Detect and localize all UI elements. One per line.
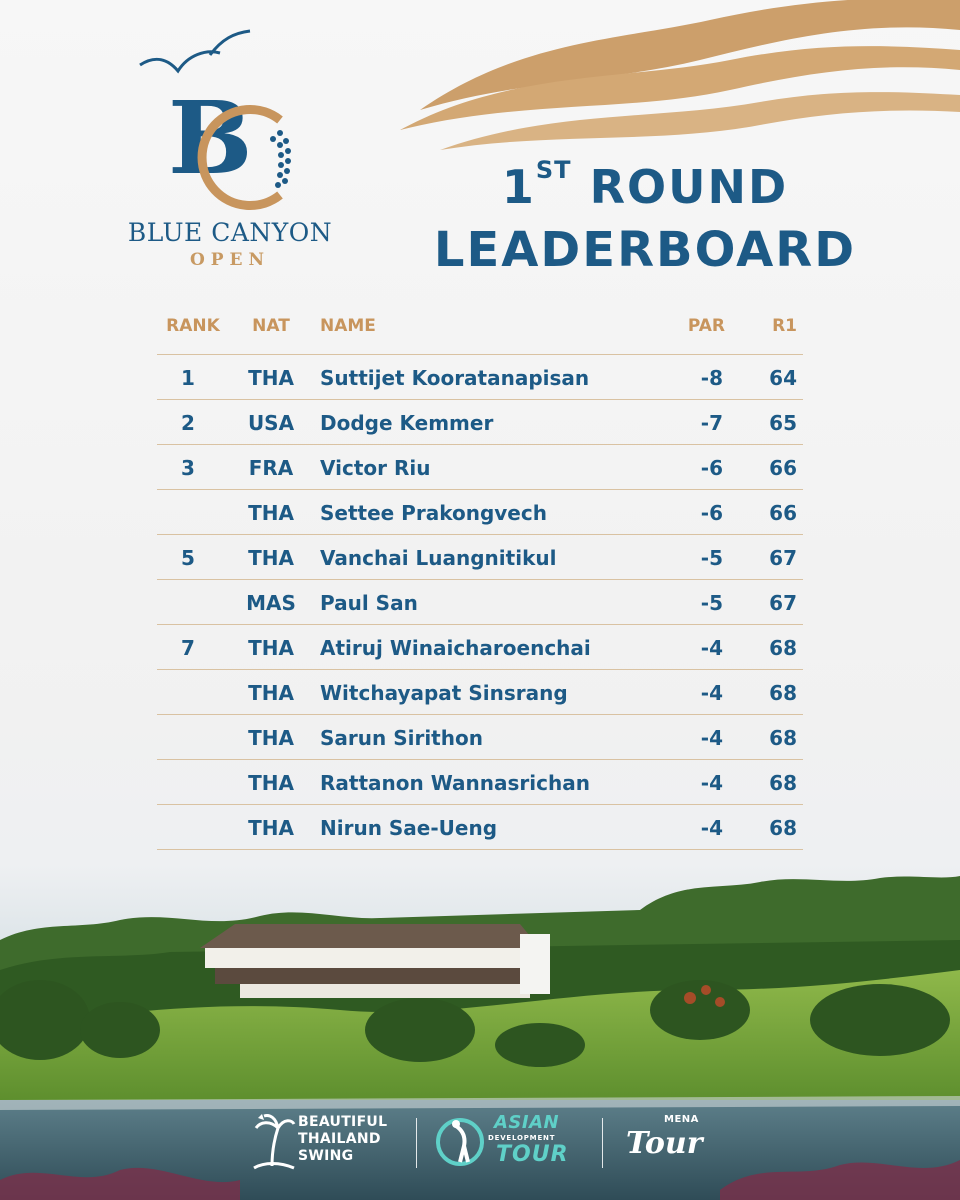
header-name: NAME: [320, 316, 376, 336]
r1-score-cell: 64: [769, 366, 797, 390]
par-cell: -4: [700, 771, 723, 795]
nat-cell: FRA: [248, 456, 294, 480]
par-cell: -7: [700, 411, 723, 435]
r1-score-cell: 66: [769, 501, 797, 525]
adt-asian: ASIAN: [494, 1112, 560, 1133]
beautiful-thailand-text: [298, 1114, 387, 1165]
nat-cell: THA: [248, 636, 294, 660]
header-par: PAR: [687, 316, 725, 336]
bts-line-3: SWING: [298, 1148, 354, 1164]
player-name-cell: Paul San: [320, 591, 418, 615]
r1-score-cell: 66: [769, 456, 797, 480]
r1-score-cell: 68: [769, 681, 797, 705]
player-name-cell: Settee Prakongvech: [320, 501, 547, 525]
round-word: ROUND: [589, 160, 789, 214]
beautiful-thailand-swing-logo: [250, 1112, 400, 1172]
r1-score-cell: 68: [769, 816, 797, 840]
par-cell: -4: [700, 726, 723, 750]
title-line-1: [410, 156, 880, 214]
separator: [416, 1118, 417, 1168]
header-r1: R1: [772, 316, 797, 336]
table-row: [157, 580, 803, 625]
mena-tour: Tour: [626, 1126, 703, 1161]
player-name-cell: Vanchai Luangnitikul: [320, 546, 557, 570]
logo-monogram-b: B: [168, 79, 253, 197]
r1-score-cell: 65: [769, 411, 797, 435]
clubhouse: [200, 924, 550, 998]
separator: [602, 1118, 603, 1168]
logo-name: BLUE CANYON: [127, 218, 333, 247]
sponsor-logos: [240, 1110, 730, 1172]
nat-cell: MAS: [246, 591, 296, 615]
header-rank: RANK: [166, 316, 220, 336]
mena-small: MENA: [664, 1114, 699, 1125]
r1-score-cell: 68: [769, 726, 797, 750]
table-row: [157, 535, 803, 580]
nat-cell: THA: [248, 681, 294, 705]
table-row: [157, 760, 803, 805]
par-cell: -4: [700, 681, 723, 705]
table-row: [157, 805, 803, 850]
nat-cell: THA: [248, 771, 294, 795]
table-row: [157, 355, 803, 400]
r1-score-cell: 67: [769, 591, 797, 615]
rank-cell: 3: [181, 456, 195, 480]
r1-score-cell: 67: [769, 546, 797, 570]
header-nat: NAT: [252, 316, 290, 336]
player-name-cell: Victor Riu: [320, 456, 431, 480]
nat-cell: THA: [248, 816, 294, 840]
rank-cell: 1: [181, 366, 195, 390]
nat-cell: USA: [247, 411, 295, 435]
bts-line-2: THAILAND: [298, 1131, 381, 1147]
rank-cell: 5: [181, 546, 195, 570]
par-cell: -6: [700, 501, 723, 525]
adt-tour: TOUR: [496, 1142, 569, 1167]
player-name-cell: Atiruj Winaicharoenchai: [320, 636, 591, 660]
player-name-cell: Sarun Sirithon: [320, 726, 483, 750]
table-body: [157, 355, 803, 850]
player-name-cell: Suttijet Kooratanapisan: [320, 366, 590, 390]
table-header: [157, 310, 803, 355]
mena-tour-logo: [624, 1112, 724, 1172]
table-row: [157, 445, 803, 490]
round-number: 1: [501, 160, 536, 214]
table-row: [157, 400, 803, 445]
par-cell: -4: [700, 636, 723, 660]
bts-line-1: BEAUTIFUL: [298, 1114, 388, 1130]
player-name-cell: Witchayapat Sinsrang: [320, 681, 568, 705]
par-cell: -8: [700, 366, 723, 390]
player-name-cell: Nirun Sae-Ueng: [320, 816, 498, 840]
par-cell: -5: [700, 591, 723, 615]
par-cell: -6: [700, 456, 723, 480]
player-name-cell: Rattanon Wannasrichan: [320, 771, 590, 795]
palm-tree-icon: [250, 1112, 296, 1172]
r1-score-cell: 68: [769, 636, 797, 660]
asian-development-tour-logo: [436, 1112, 586, 1172]
table-row: [157, 625, 803, 670]
rank-cell: 2: [181, 411, 195, 435]
logo-subtitle: OPEN: [189, 250, 271, 270]
table-row: [157, 490, 803, 535]
r1-score-cell: 68: [769, 771, 797, 795]
rank-cell: 7: [181, 636, 195, 660]
nat-cell: THA: [248, 366, 294, 390]
nat-cell: THA: [248, 546, 294, 570]
par-cell: -5: [700, 546, 723, 570]
nat-cell: THA: [248, 726, 294, 750]
player-name-cell: Dodge Kemmer: [320, 411, 494, 435]
table-row: [157, 715, 803, 760]
gold-wave-decoration: [380, 0, 960, 160]
leaderboard-table: [157, 310, 803, 850]
adt-development: DEVELOPMENT: [488, 1134, 556, 1142]
title-line-2: LEADERBOARD: [433, 222, 857, 278]
golfer-icon: [436, 1112, 486, 1172]
par-cell: -4: [700, 816, 723, 840]
table-row: [157, 670, 803, 715]
nat-cell: THA: [248, 501, 294, 525]
round-suffix: ST: [535, 156, 572, 184]
